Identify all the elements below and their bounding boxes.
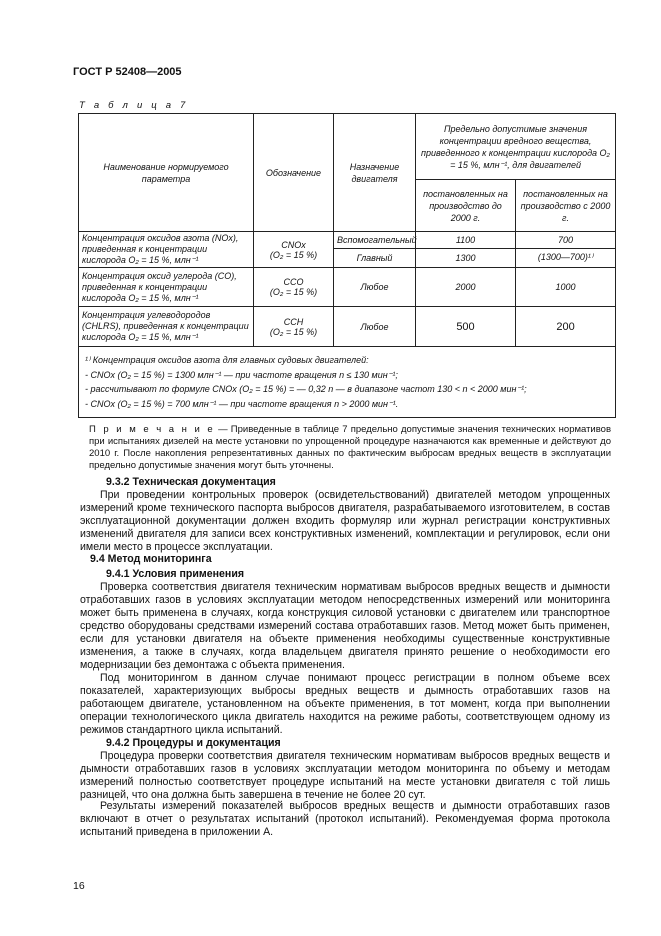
row-co-v2: 1000 (516, 268, 616, 307)
header-after-2000: постановленных на производство с 2000 г. (516, 180, 616, 232)
section-title-942: 9.4.2 Процедуры и документация (106, 737, 281, 749)
section-title-941: 9.4.1 Условия применения (106, 568, 245, 580)
row-nox-main-v2: (1300—700)¹⁾ (516, 248, 616, 267)
document-header: ГОСТ Р 52408—2005 (73, 66, 182, 78)
row-nox-purpose-main: Главный (334, 248, 416, 267)
header-limit: Предельно допустимые значения концентрации вредного вещества, приведенного к концентрации кислорода O₂ = 15 %, млн⁻¹, для двигателей (416, 114, 616, 180)
row-nox-main-v1: 1300 (416, 248, 516, 267)
row-nox-purpose-aux: Вспомогательный (334, 232, 416, 249)
row-ch-symbol (254, 307, 334, 347)
section-932-paragraph: При проведении контрольных проверок (освидетельствований) двигателей методом упрощенных измерений кроме технического паспорта выбросов двигателя, разрабатываемого изготовителем, в состав эксплуатационной документации должен входить формуляр или журнал регистрации конструктивных изменений двигателя для записи всех конструктивных изменений, комплектации и регулировок, если они имели место в процессе эксплуатации. (80, 489, 610, 553)
row-co-symbol (254, 268, 334, 307)
header-before-2000: постановленных на производство до 2000 г. (416, 180, 516, 232)
symbol-sub: (O₂ = 15 %) (269, 249, 318, 260)
footnote-line: - CNOx (O₂ = 15 %) = 700 млн⁻¹ — при частоте вращения n > 2000 мин⁻¹. (85, 398, 399, 409)
row-co-purpose: Любое (334, 268, 416, 307)
table-footnotes (79, 347, 616, 418)
row-nox-symbol (254, 232, 334, 268)
header-symbol: Обозначение (254, 114, 334, 232)
section-title-94: 9.4 Метод мониторинга (90, 553, 212, 565)
row-ch-param: Концентрация углеводородов (CHLRS), приведенная к концентрации кислорода O₂ = 15 %, млн⁻¹ (79, 307, 254, 347)
row-co-param: Концентрация оксид углерода (CO), приведенная к концентрации кислорода O₂ = 15 %, млн⁻¹ (79, 268, 254, 307)
table-note (89, 424, 611, 472)
section-941-paragraph-1: Проверка соответствия двигателя техническим нормативам выбросов вредных веществ и дымности отработавших газов в условиях эксплуатации методом непосредственных измерений или мониторинга может быть применена в случаях, когда конструкция силовой установки с двигателем или транспортное средство оборудованы средствами измерений состава отработавших газов. Метод может быть применен, если для установки двигателя на объекте применения необходимы существенные конструктивные изменения, а также в случаях, когда владельцем двигателя принято решение о необходимости его модернизации без демонтажа с объекта применения. (80, 581, 610, 671)
row-ch-purpose: Любое (334, 307, 416, 347)
row-nox-param: Концентрация оксидов азота (NOx), приведенная к концентрации кислорода O₂ = 15 %, млн⁻¹ (79, 232, 254, 268)
note-text: — Приведенные в таблице 7 предельно допустимые значения технических нормативов при испытаниях дизелей на месте установки по упрощенной процедуре назначаются как временные и действуют до 2010 г. После накопления репрезентативных данных по фактическим выбросам вредных веществ в эксплуатации предельно допустимые значения могут быть уточнены. (89, 424, 612, 471)
section-942-paragraph-1: Процедура проверки соответствия двигателя техническим нормативам выбросов вредных веществ и дымности отработавших газов в условиях эксплуатации методом мониторинга по объему и методам измерений полностью соответствует процедуре испытаний на месте установки двигателя с той лишь разницей, что она должна быть завершена в течение не более 20 сут. (80, 750, 610, 801)
norms-table (78, 113, 616, 418)
note-label: П р и м е ч а н и е (89, 424, 215, 435)
section-942-paragraph-2: Результаты измерений показателей выбросов вредных веществ и дымности отработавших газов включают в отчет о результатах испытаний (протокол испытаний). Рекомендуемая форма протокола испытаний приведена в приложении А. (80, 800, 610, 838)
footnote-line: - CNOx (O₂ = 15 %) = 1300 млн⁻¹ — при частоте вращения n ≤ 130 мин⁻¹; (85, 369, 398, 380)
symbol-sub: (O₂ = 15 %) (269, 287, 318, 297)
footnote-line: ¹⁾ Концентрация оксидов азота для главных судовых двигателей: (85, 355, 369, 365)
header-param: Наименование нормируемого параметра (79, 114, 254, 232)
symbol-sub: (O₂ = 15 %) (269, 326, 318, 337)
row-ch-v1: 500 (416, 307, 516, 347)
footnote-line: - рассчитывают по формуле CNOx (O₂ = 15 %) = — 0,32 n — в диапазоне частот 130 < n < 2000 мин⁻¹; (85, 384, 527, 394)
row-ch-v2: 200 (516, 307, 616, 347)
row-nox-aux-v2: 700 (516, 232, 616, 249)
symbol-main: CNOx (281, 239, 306, 250)
section-title-932: 9.3.2 Техническая документация (106, 476, 276, 488)
page-number: 16 (73, 880, 85, 892)
row-nox-aux-v1: 1100 (416, 232, 516, 249)
symbol-main: CCO (283, 277, 304, 287)
row-co-v1: 2000 (416, 268, 516, 307)
section-941-paragraph-2: Под мониторингом в данном случае понимают процесс регистрации в полном объеме всех показателей, характеризующих выбросы вредных веществ и дымность отработавших газов на работающем двигателе, установленном на объекте применения, в тот момент, когда при выполнении операции технологического цикла двигатель находится на режиме работы, соответствующем одному из режимов стандартного цикла испытаний. (80, 672, 610, 736)
table-caption: Т а б л и ц а 7 (79, 100, 189, 111)
symbol-main: CCH (283, 316, 304, 327)
header-purpose: Назначение двигателя (334, 114, 416, 232)
